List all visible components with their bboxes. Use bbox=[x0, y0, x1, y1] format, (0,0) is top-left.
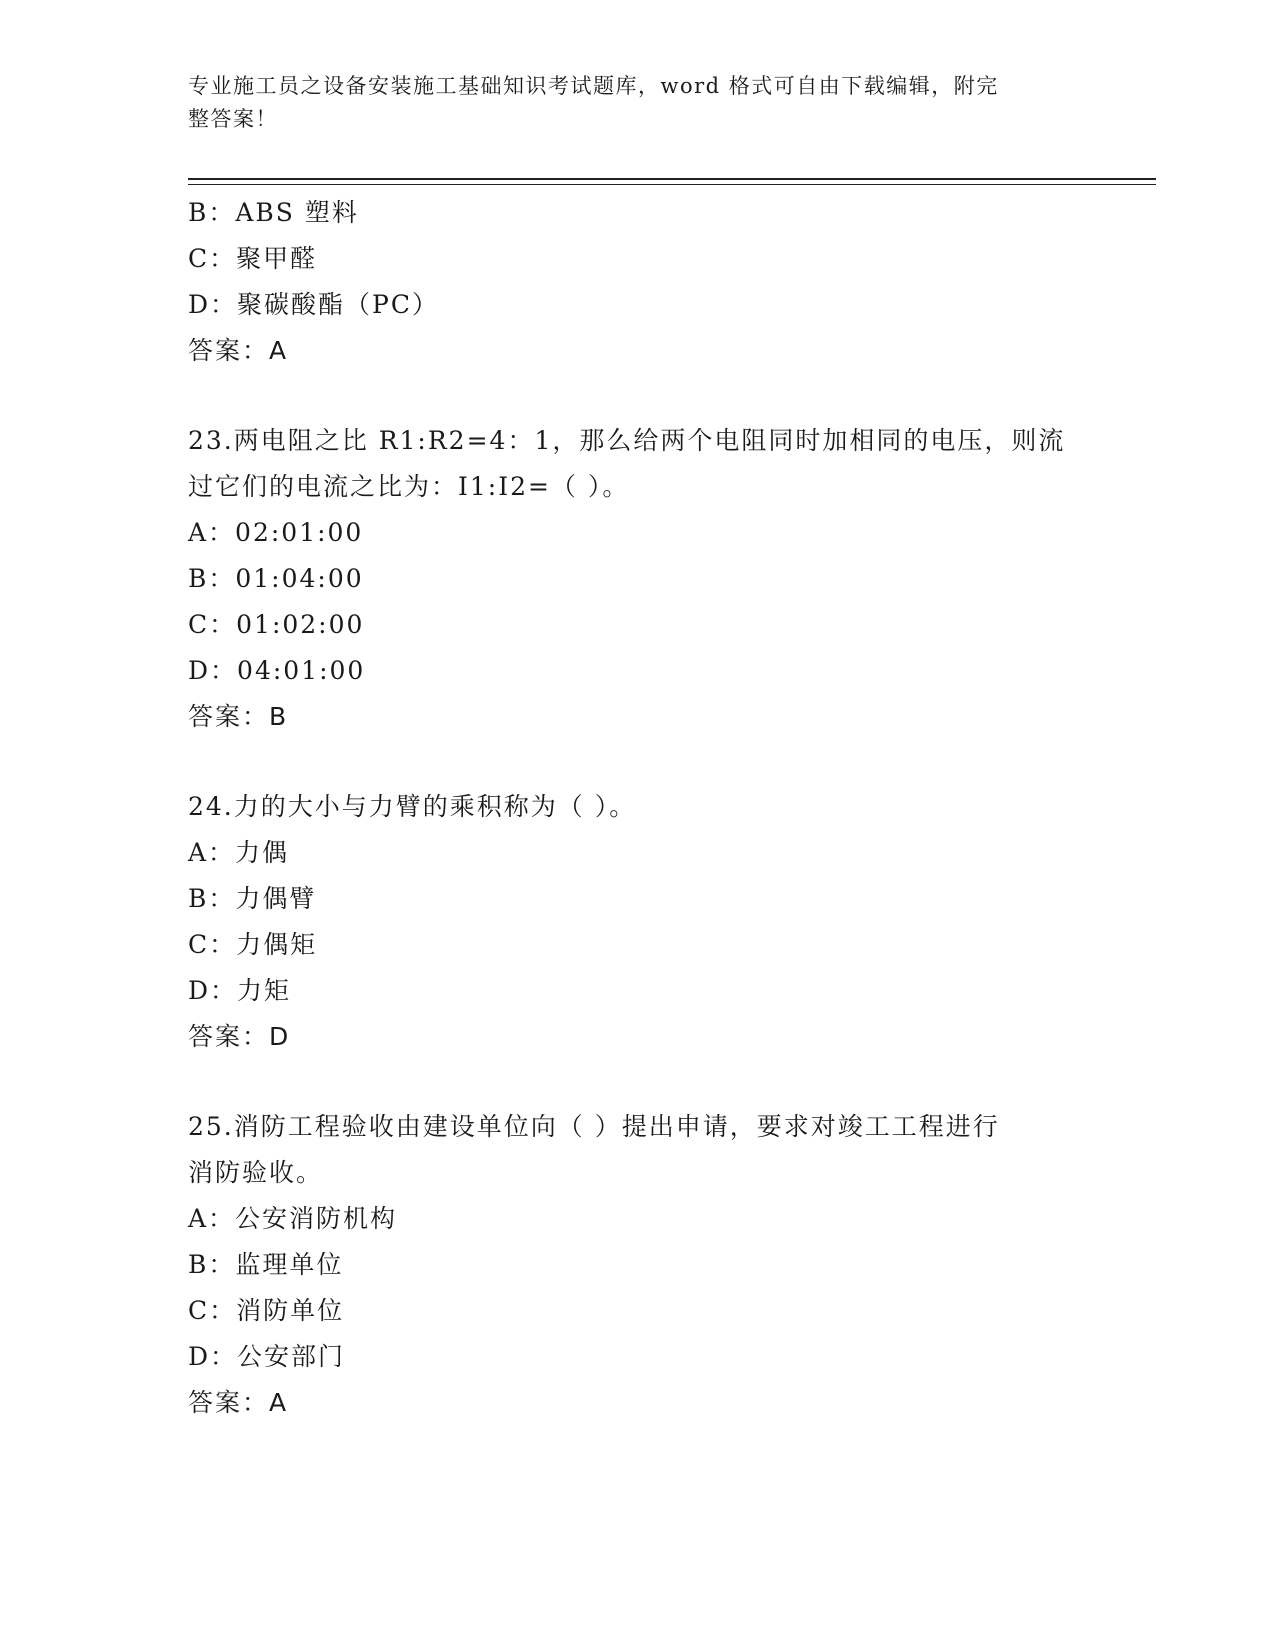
question-text-line-1: 24.力的大小与力臂的乘积称为（ ）。 bbox=[188, 792, 637, 821]
question-block-24 bbox=[188, 784, 1088, 1060]
option-a: A：力偶 bbox=[188, 838, 290, 867]
option-b: B：ABS 塑料 bbox=[188, 198, 359, 227]
option-c: C：力偶矩 bbox=[188, 930, 318, 959]
spacer bbox=[188, 740, 1088, 784]
option-a: A：02:01:00 bbox=[188, 518, 364, 547]
question-block-25 bbox=[188, 1104, 1088, 1426]
header-divider-thick bbox=[188, 178, 1156, 180]
option-d: D：04:01:00 bbox=[188, 656, 366, 685]
option-b: B：01:04:00 bbox=[188, 564, 364, 593]
option-d: D：力矩 bbox=[188, 976, 292, 1005]
option-b: B：力偶臂 bbox=[188, 884, 317, 913]
header-line-2: 整答案！ bbox=[188, 107, 278, 131]
answer-label: 答案：A bbox=[188, 336, 289, 365]
option-d: D：公安部门 bbox=[188, 1342, 346, 1371]
header-line-1: 专业施工员之设备安装施工基础知识考试题库，word 格式可自由下载编辑，附完 bbox=[188, 74, 999, 98]
header-divider-thin bbox=[188, 184, 1156, 185]
question-text-line-1: 25.消防工程验收由建设单位向（ ）提出申请，要求对竣工工程进行 bbox=[188, 1112, 1000, 1141]
option-a: A：公安消防机构 bbox=[188, 1204, 398, 1233]
spacer bbox=[188, 1060, 1088, 1104]
option-c: C：01:02:00 bbox=[188, 610, 365, 639]
question-block-22 bbox=[188, 190, 1088, 374]
question-block-23 bbox=[188, 418, 1088, 740]
option-c: C：聚甲醛 bbox=[188, 244, 318, 273]
answer-label: 答案：B bbox=[188, 702, 289, 731]
question-text-line-2: 消防验收。 bbox=[188, 1158, 324, 1187]
spacer bbox=[188, 374, 1088, 418]
question-list bbox=[188, 190, 1088, 1426]
answer-label: 答案：D bbox=[188, 1022, 291, 1051]
option-b: B：监理单位 bbox=[188, 1250, 344, 1279]
option-d: D：聚碳酸酯（PC） bbox=[188, 290, 439, 319]
option-c: C：消防单位 bbox=[188, 1296, 345, 1325]
document-header bbox=[188, 70, 1068, 136]
question-text-line-1: 23.两电阻之比 R1:R2=4：1，那么给两个电阻同时加相同的电压，则流 bbox=[188, 426, 1066, 455]
question-text-line-2: 过它们的电流之比为：I1:I2=（ ）。 bbox=[188, 472, 630, 501]
answer-label: 答案：A bbox=[188, 1388, 289, 1417]
